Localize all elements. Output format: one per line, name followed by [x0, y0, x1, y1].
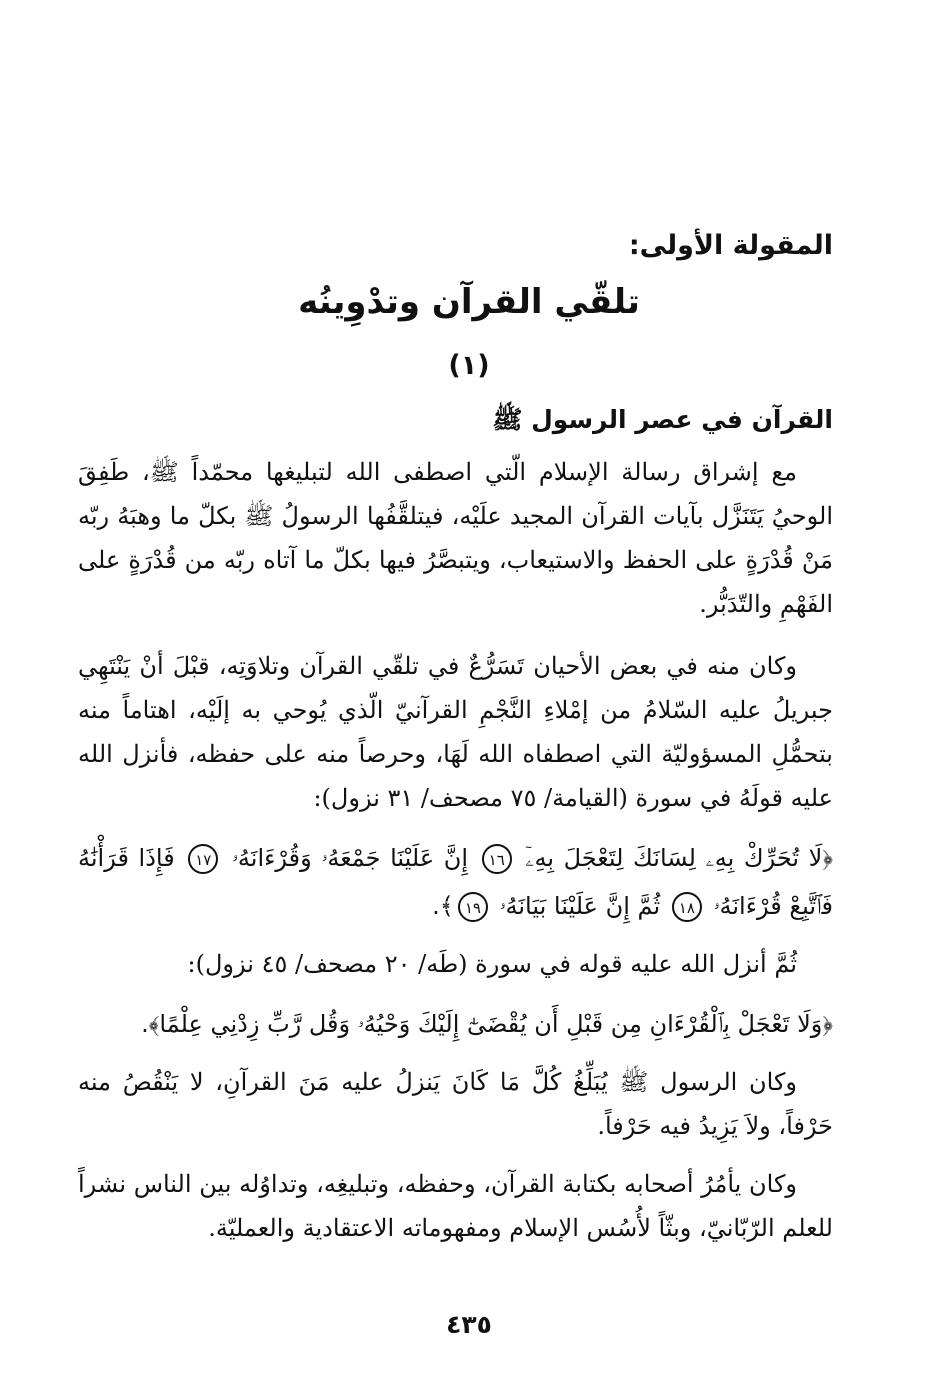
paragraph-3: وكان الرسول ﷺ يُبَلِّغُ كُلَّ مَا كَانَ يَنزلُ عليه مَنَ القرآنِ، لا يَنْقُصُ منه حَرْفاً، ولاَ يَزِيدُ فيه حَرْفاً. [78, 1068, 833, 1140]
ayah-number-marker: ١٩ [458, 892, 488, 922]
paragraph-intro-2: ثُمَّ أنزل الله عليه قوله في سورة (طَه/ ٢٠ مصحف/ ٤٥ نزول): [187, 950, 797, 978]
verse-segment: إِنَّ عَلَيْنَا جَمْعَهُۥ وَقُرْءَانَهُۥ [231, 844, 469, 872]
ayah-number-marker: ١٨ [672, 892, 702, 922]
verse-segment: فَإِذَا قَرَأْنَٰهُ فَٱتَّبِعْ قُرْءَانَهُۥ [78, 844, 833, 920]
paragraph-1: مع إشراق رسالة الإسلام الّتي اصطفى الله لتبليغها محمّداً ﷺ، طَفِقَ الوحيُ يَتَنَزَّل بآيات القرآن المجيد علَيْه، فيتلقَّفُها الرسولُ ﷺ بكلّ ما وهبَهُ ربّه مَنْ قُدْرَةٍ على الحفظ والاستيعاب، ويتبصَّرُ فيها بكلّ ما آتاه ربّه من قُدْرَةٍ على الفَهْمِ والتّدَبُّر. [78, 458, 833, 618]
page-title: تلقّي القرآن وتدْوِينُه [298, 282, 640, 322]
verse-segment: ﴿لَا تُحَرِّكْ بِهِۦ لِسَانَكَ لِتَعْجَلَ بِهِۦٓ [525, 844, 833, 872]
section-label: المقولة الأولى: [628, 230, 833, 261]
subheading: القرآن في عصر الرسول ﷺ [492, 405, 833, 434]
verse-closing: ﴾. [432, 892, 454, 920]
ayah-number-marker: ١٦ [482, 844, 512, 874]
paragraph-4: وكان يأمُرُ أصحابه بكتابة القرآن، وحفظه، وتبليغِه، وتداوُله بين الناس نشراً للعلم الرّبّانيّ، وبثّاً لأُسُس الإسلام ومفهوماته الاعتقادية والعمليّة. [78, 1170, 833, 1242]
quran-verse-1 [78, 834, 833, 930]
section-number: (١) [448, 350, 490, 381]
quran-verse-2: ﴿وَلَا تَعْجَلْ بِٱلْقُرْءَانِ مِن قَبْلِ أَن يُقْضَىٰٓ إِلَيْكَ وَحْيُهُۥ وَقُل رَّبِّ زِدْنِي عِلْمًا﴾. [141, 1010, 833, 1038]
paragraph-2: وكان منه في بعض الأحيان تَسَرُّعٌ في تلقّي القرآن وتلاوَتِه، قبْلَ أنْ يَنْتَهِي جبريلُ عليه السّلامُ من إمْلاءِ النَّجْمِ القرآنيّ الّذي يُوحي به إلَيْه، اهتاماً منه بتحمُّلِ المسؤوليّة التي اصطفاه الله لَهَا، وحرصاً منه على حفظه، فأنزل الله عليه قولَهُ في سورة (القيامة/ ٧٥ مصحف/ ٣١ نزول): [78, 652, 833, 812]
verse-segment: ثُمَّ إِنَّ عَلَيْنَا بَيَانَهُۥ [499, 892, 661, 920]
body-text [78, 450, 833, 1264]
ayah-number-marker: ١٧ [188, 844, 218, 874]
page-number: ٤٣٥ [446, 1310, 492, 1339]
